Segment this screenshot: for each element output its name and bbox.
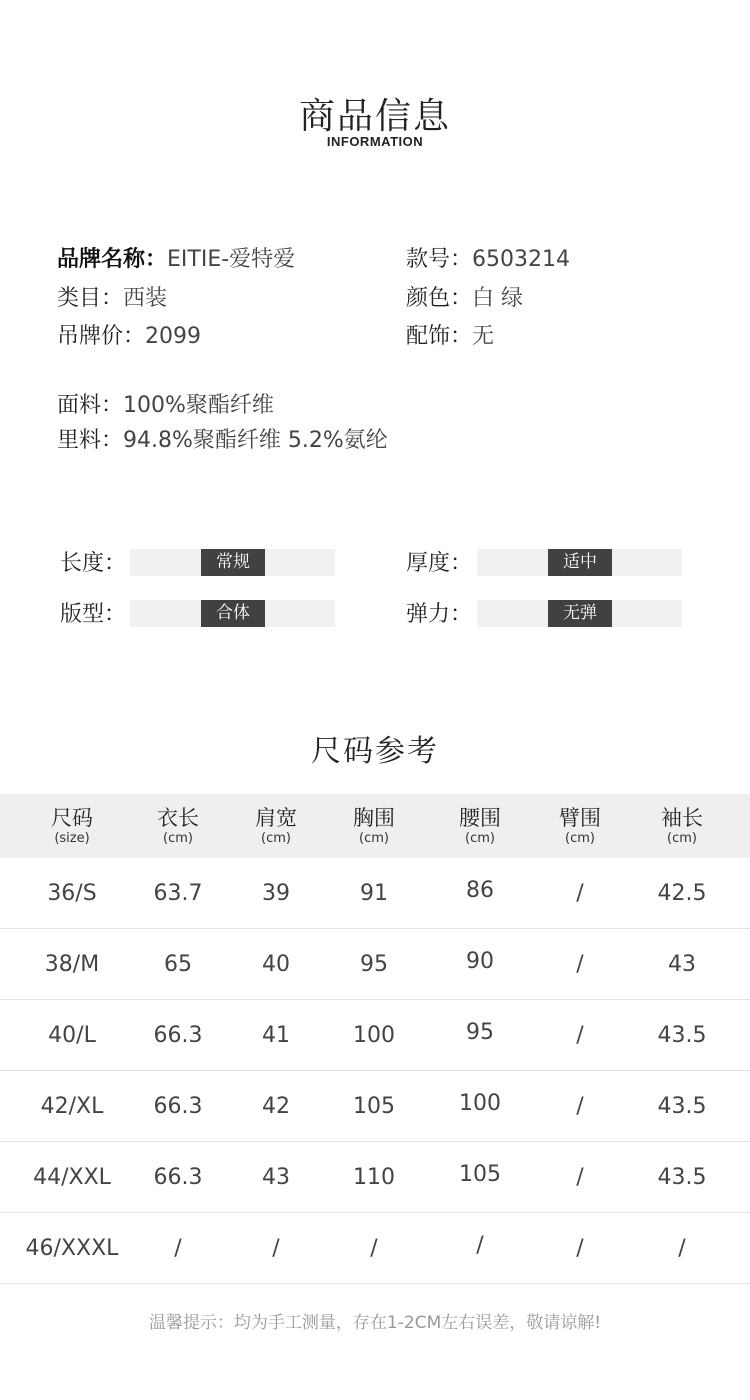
style-no-label: 款号： bbox=[406, 247, 473, 272]
header-unit: (cm) bbox=[163, 831, 193, 846]
header-cell-shoulder bbox=[226, 794, 326, 847]
fabric-value: 100%聚酯纤维 bbox=[123, 393, 274, 418]
brand-value: EITIE-爱特爱 bbox=[167, 247, 296, 272]
color-value: 白 绿 bbox=[472, 286, 524, 311]
category-value: 西装 bbox=[123, 286, 168, 311]
header-unit: (size) bbox=[54, 831, 90, 846]
table-cell: / bbox=[272, 1236, 280, 1261]
table-cell: 42 bbox=[262, 1094, 290, 1119]
header-unit: (cm) bbox=[261, 831, 291, 846]
section-title-size: 尺码参考 bbox=[311, 734, 439, 769]
length-tag: 常规 bbox=[201, 549, 265, 576]
table-cell: 41 bbox=[262, 1023, 290, 1048]
table-row bbox=[0, 1000, 750, 1071]
length-label: 长度： bbox=[60, 551, 127, 576]
table-cell: 105 bbox=[353, 1094, 395, 1119]
lining-row bbox=[57, 423, 388, 454]
header-cell-waist bbox=[430, 794, 530, 847]
table-cell: 46/XXXL bbox=[25, 1236, 119, 1261]
measurement-tip: 温馨提示：均为手工测量，存在1-2CM左右误差，敬请谅解! bbox=[148, 1313, 602, 1333]
table-cell: 63.7 bbox=[153, 881, 203, 906]
header-unit: (cm) bbox=[465, 831, 495, 846]
table-cell: / bbox=[576, 881, 584, 906]
table-cell: 100 bbox=[353, 1023, 395, 1048]
table-row bbox=[0, 858, 750, 929]
fabric-label: 面料： bbox=[57, 393, 124, 418]
thickness-label: 厚度： bbox=[406, 551, 473, 576]
header-cell-sleeve bbox=[632, 794, 732, 847]
table-cell: / bbox=[174, 1236, 182, 1261]
header-name: 臂围 bbox=[559, 806, 601, 830]
table-cell: 86 bbox=[466, 878, 494, 903]
header-unit: (cm) bbox=[565, 831, 595, 846]
table-cell: 110 bbox=[353, 1165, 395, 1190]
table-cell: / bbox=[576, 1236, 584, 1261]
elasticity-tag: 无弹 bbox=[548, 600, 612, 627]
header-unit: (cm) bbox=[359, 831, 389, 846]
table-cell: 36/S bbox=[47, 881, 97, 906]
color-label: 颜色： bbox=[406, 286, 473, 311]
color-row bbox=[406, 281, 523, 312]
table-cell: 40 bbox=[262, 952, 290, 977]
fit-tag: 合体 bbox=[201, 600, 265, 627]
header-cell-chest bbox=[324, 794, 424, 847]
header-unit: (cm) bbox=[667, 831, 697, 846]
table-cell: 39 bbox=[262, 881, 290, 906]
table-cell: 91 bbox=[360, 881, 388, 906]
brand-label: 品牌名称： bbox=[57, 247, 168, 272]
accessory-row bbox=[406, 319, 494, 350]
header-name: 衣长 bbox=[157, 806, 199, 830]
thickness-tag: 适中 bbox=[548, 549, 612, 576]
header-name: 腰围 bbox=[459, 806, 501, 830]
fit-label: 版型： bbox=[60, 602, 127, 627]
table-cell: 95 bbox=[466, 1020, 494, 1045]
table-cell: 105 bbox=[459, 1162, 501, 1187]
table-cell: 42/XL bbox=[40, 1094, 104, 1119]
table-cell: 66.3 bbox=[153, 1165, 203, 1190]
table-row bbox=[0, 1213, 750, 1284]
table-cell: 95 bbox=[360, 952, 388, 977]
price-row bbox=[57, 319, 201, 350]
fabric-row bbox=[57, 388, 274, 419]
table-row bbox=[0, 929, 750, 1000]
style-no-row bbox=[406, 242, 570, 273]
table-cell: / bbox=[576, 1094, 584, 1119]
table-row bbox=[0, 1071, 750, 1142]
table-cell: 43 bbox=[262, 1165, 290, 1190]
header-name: 胸围 bbox=[353, 806, 395, 830]
size-table-header bbox=[0, 794, 750, 858]
table-cell: / bbox=[678, 1236, 686, 1261]
table-cell: 43.5 bbox=[657, 1023, 707, 1048]
elasticity-label: 弹力： bbox=[406, 602, 473, 627]
table-cell: / bbox=[576, 1165, 584, 1190]
table-cell: 44/XXL bbox=[33, 1165, 111, 1190]
table-cell: 43 bbox=[668, 952, 696, 977]
section-subtitle-info: INFORMATION bbox=[326, 134, 424, 149]
table-cell: 40/L bbox=[48, 1023, 96, 1048]
table-cell: 43.5 bbox=[657, 1094, 707, 1119]
accessory-value: 无 bbox=[472, 324, 495, 349]
header-name: 尺码 bbox=[51, 806, 93, 830]
header-name: 肩宽 bbox=[255, 806, 297, 830]
table-cell: 90 bbox=[466, 949, 494, 974]
table-cell: 66.3 bbox=[153, 1094, 203, 1119]
table-cell: / bbox=[576, 1023, 584, 1048]
header-name: 袖长 bbox=[661, 806, 703, 830]
brand-row bbox=[57, 242, 295, 273]
table-cell: 43.5 bbox=[657, 1165, 707, 1190]
style-no-value: 6503214 bbox=[472, 247, 570, 272]
table-cell: / bbox=[576, 952, 584, 977]
lining-value: 94.8%聚酯纤维 5.2%氨纶 bbox=[123, 428, 388, 453]
category-row bbox=[57, 281, 167, 312]
category-label: 类目： bbox=[57, 286, 124, 311]
table-row bbox=[0, 1142, 750, 1213]
table-cell: 65 bbox=[164, 952, 192, 977]
table-cell: / bbox=[370, 1236, 378, 1261]
header-cell-arm bbox=[530, 794, 630, 847]
price-label: 吊牌价： bbox=[57, 324, 146, 349]
table-cell: 38/M bbox=[44, 952, 100, 977]
price-value: 2099 bbox=[145, 324, 202, 349]
table-cell: 100 bbox=[459, 1091, 501, 1116]
lining-label: 里料： bbox=[57, 428, 124, 453]
header-cell-size bbox=[22, 794, 122, 847]
section-title-info: 商品信息 bbox=[298, 96, 451, 137]
table-cell: / bbox=[476, 1233, 484, 1258]
table-cell: 42.5 bbox=[657, 881, 707, 906]
table-cell: 66.3 bbox=[153, 1023, 203, 1048]
header-cell-length bbox=[128, 794, 228, 847]
accessory-label: 配饰： bbox=[406, 324, 473, 349]
